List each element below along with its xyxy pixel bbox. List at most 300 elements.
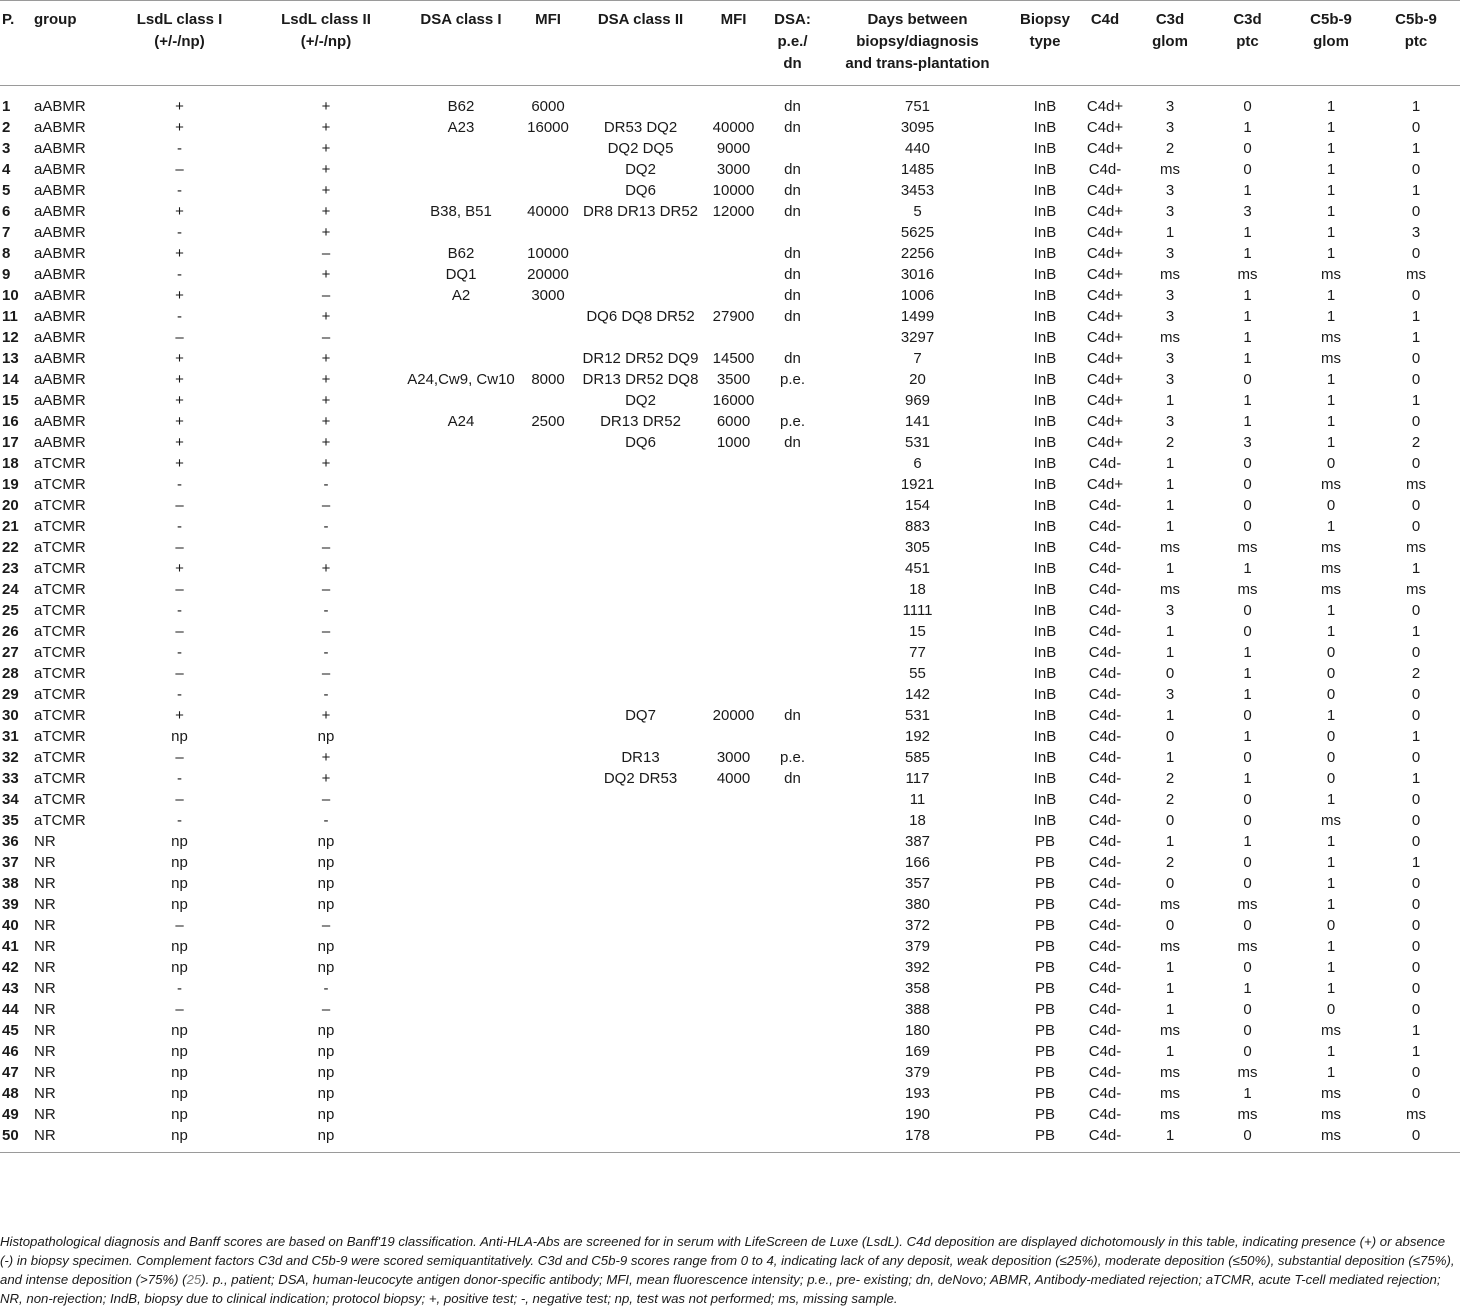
cell-biopsy-type: PB bbox=[1034, 875, 1055, 892]
cell-group: aTCMR bbox=[34, 728, 86, 745]
table-row bbox=[0, 390, 1460, 411]
cell-c5b9-ptc: 0 bbox=[1411, 644, 1421, 661]
footnote-text: Histopathological diagnosis and Banff scores are based on Banff'19 classification. Anti-HLA-Abs are screened for in serum with LifeScreen de Luxe (LsdL). C4d deposition are displayed dichotomously in this table, indicating presence (+) or absence (-) in biopsy specimen. Complement factors C3d and C5b-9 were scored semiquantitatively. C3d and C5b-9 scores range from 0 to 4, indicating lack of any deposit, weak deposition (≤25%), moderate deposition (≤50%), substantial deposition (≤75%), and intense deposition (>75%) ( bbox=[0, 1234, 1455, 1287]
cell-group: aTCMR bbox=[34, 623, 86, 640]
cell-c5b9-ptc: 0 bbox=[1411, 980, 1421, 997]
table-row bbox=[0, 957, 1460, 978]
cell-group: aABMR bbox=[34, 434, 86, 451]
cell-mfi-class-2 bbox=[702, 957, 765, 978]
cell-c3d-ptc: 0 bbox=[1243, 371, 1252, 388]
cell-days-since-transplant: 169 bbox=[904, 1043, 931, 1060]
cell-biopsy-type: InB bbox=[1033, 602, 1057, 619]
cell-c3d-glom: 1 bbox=[1165, 518, 1175, 535]
cell-c4d: C4d- bbox=[1088, 875, 1122, 892]
cell-c3d-ptc: 0 bbox=[1243, 917, 1252, 934]
table-row bbox=[0, 411, 1460, 432]
cell-dsa-class-1 bbox=[405, 432, 517, 453]
cell-patient-number: 8 bbox=[2, 245, 11, 262]
cell-c3d-glom: 2 bbox=[1165, 854, 1175, 871]
cell-mfi-class-2 bbox=[702, 600, 765, 621]
cell-dsa-class-1 bbox=[405, 159, 517, 180]
cell-c3d-ptc: ms bbox=[1237, 1106, 1258, 1123]
cell-dsa-type: dn bbox=[784, 434, 801, 451]
cell-biopsy-type: PB bbox=[1034, 1022, 1055, 1039]
cell-dsa-class-1 bbox=[405, 1020, 517, 1041]
cell-c5b9-ptc: 1 bbox=[1411, 1043, 1421, 1060]
cell-c5b9-ptc: 0 bbox=[1411, 455, 1421, 472]
header-row bbox=[0, 1, 1460, 86]
cell-group: aTCMR bbox=[34, 770, 86, 787]
cell-group: aTCMR bbox=[34, 812, 86, 829]
cell-c4d: C4d- bbox=[1088, 1064, 1122, 1081]
cell-c3d-ptc: 1 bbox=[1243, 728, 1252, 745]
cell-dsa-class-1 bbox=[405, 663, 517, 684]
cell-group: aTCMR bbox=[34, 749, 86, 766]
cell-dsa-class-2: DQ6 bbox=[625, 182, 656, 199]
cell-dsa-type bbox=[765, 873, 820, 894]
cell-biopsy-type: InB bbox=[1033, 371, 1057, 388]
cell-biopsy-type: InB bbox=[1033, 119, 1057, 136]
cell-c3d-ptc: 1 bbox=[1243, 770, 1252, 787]
cell-dsa-class-2 bbox=[579, 558, 702, 579]
cell-c5b9-ptc: 1 bbox=[1411, 854, 1421, 871]
cell-lsdl-class-1: – bbox=[175, 161, 184, 178]
cell-c5b9-ptc: 0 bbox=[1411, 497, 1421, 514]
cell-lsdl-class-2: np bbox=[317, 1022, 335, 1039]
cell-dsa-class-1: A2 bbox=[451, 287, 471, 304]
cell-lsdl-class-2: + bbox=[321, 560, 331, 577]
cell-c5b9-glom: 0 bbox=[1326, 770, 1336, 787]
cell-mfi-class-2 bbox=[702, 642, 765, 663]
cell-c3d-glom: 1 bbox=[1165, 224, 1175, 241]
cell-patient-number: 18 bbox=[2, 455, 19, 472]
cell-c3d-ptc: 0 bbox=[1243, 791, 1252, 808]
cell-dsa-class-1 bbox=[405, 642, 517, 663]
cell-group: aTCMR bbox=[34, 581, 86, 598]
cell-lsdl-class-2: – bbox=[321, 623, 331, 640]
cell-c3d-glom: 3 bbox=[1165, 686, 1175, 703]
cell-c3d-glom: 0 bbox=[1165, 665, 1175, 682]
cell-c4d: C4d+ bbox=[1086, 476, 1124, 493]
cell-c3d-glom: 3 bbox=[1165, 602, 1175, 619]
cell-c4d: C4d+ bbox=[1086, 224, 1124, 241]
cell-patient-number: 12 bbox=[2, 329, 19, 346]
cell-biopsy-type: InB bbox=[1033, 539, 1057, 556]
cell-biopsy-type: InB bbox=[1033, 392, 1057, 409]
cell-patient-number: 14 bbox=[2, 371, 19, 388]
table-row bbox=[0, 684, 1460, 705]
cell-dsa-type: dn bbox=[784, 266, 801, 283]
cell-c5b9-glom: 0 bbox=[1326, 644, 1336, 661]
cell-c3d-glom: ms bbox=[1160, 161, 1180, 178]
cell-lsdl-class-1: – bbox=[175, 749, 184, 766]
cell-lsdl-class-2: – bbox=[321, 329, 331, 346]
cell-c4d: C4d- bbox=[1088, 980, 1122, 997]
cell-c3d-ptc: 0 bbox=[1243, 1001, 1252, 1018]
cell-days-since-transplant: 358 bbox=[904, 980, 931, 997]
cell-dsa-class-2: DQ2 DQ5 bbox=[607, 140, 674, 157]
cell-biopsy-type: PB bbox=[1034, 1001, 1055, 1018]
cell-c3d-glom: ms bbox=[1160, 1106, 1180, 1123]
cell-mfi-class-1 bbox=[517, 474, 579, 495]
cell-dsa-class-1 bbox=[405, 915, 517, 936]
cell-c4d: C4d- bbox=[1088, 791, 1122, 808]
cell-mfi-class-2 bbox=[702, 264, 765, 285]
cell-mfi-class-1 bbox=[517, 348, 579, 369]
cell-days-since-transplant: 5625 bbox=[900, 224, 935, 241]
cell-mfi-class-1: 20000 bbox=[527, 266, 569, 283]
header-mfi-2: MFI bbox=[702, 1, 765, 86]
cell-mfi-class-2 bbox=[702, 474, 765, 495]
cell-mfi-class-1 bbox=[517, 684, 579, 705]
cell-mfi-class-2: 40000 bbox=[712, 119, 755, 136]
cell-biopsy-type: PB bbox=[1034, 896, 1055, 913]
cell-mfi-class-1 bbox=[517, 516, 579, 537]
cell-c5b9-ptc: ms bbox=[1406, 581, 1426, 598]
cell-biopsy-type: PB bbox=[1034, 959, 1055, 976]
cell-dsa-class-2 bbox=[579, 978, 702, 999]
table-row bbox=[0, 621, 1460, 642]
cell-mfi-class-1 bbox=[517, 726, 579, 747]
cell-lsdl-class-2: + bbox=[321, 161, 331, 178]
cell-c4d: C4d- bbox=[1088, 1043, 1122, 1060]
cell-lsdl-class-2: np bbox=[317, 959, 335, 976]
cell-dsa-class-1 bbox=[405, 621, 517, 642]
cell-dsa-class-2: DQ2 bbox=[625, 392, 656, 409]
cell-mfi-class-2: 27900 bbox=[712, 308, 755, 325]
cell-mfi-class-2 bbox=[702, 86, 765, 118]
cell-c3d-ptc: 1 bbox=[1243, 308, 1252, 325]
cell-days-since-transplant: 379 bbox=[904, 938, 931, 955]
cell-mfi-class-1 bbox=[517, 789, 579, 810]
cell-patient-number: 43 bbox=[2, 980, 19, 997]
cell-c5b9-ptc: 0 bbox=[1411, 1085, 1421, 1102]
cell-c4d: C4d- bbox=[1088, 749, 1122, 766]
cell-patient-number: 7 bbox=[2, 224, 11, 241]
cell-days-since-transplant: 372 bbox=[904, 917, 931, 934]
cell-lsdl-class-2: - bbox=[323, 980, 329, 997]
cell-c5b9-ptc: 1 bbox=[1411, 1022, 1421, 1039]
cell-patient-number: 29 bbox=[2, 686, 19, 703]
header-lsdl-class-2: LsdL class II (+/-/np) bbox=[247, 1, 405, 86]
cell-biopsy-type: InB bbox=[1033, 728, 1057, 745]
cell-dsa-class-2 bbox=[579, 474, 702, 495]
cell-patient-number: 11 bbox=[2, 308, 18, 325]
cell-c5b9-glom: ms bbox=[1321, 329, 1341, 346]
cell-dsa-type: dn bbox=[784, 770, 801, 787]
cell-biopsy-type: InB bbox=[1033, 455, 1057, 472]
cell-biopsy-type: PB bbox=[1034, 854, 1055, 871]
cell-dsa-class-2 bbox=[579, 537, 702, 558]
cell-dsa-class-1 bbox=[405, 999, 517, 1020]
cell-lsdl-class-2: – bbox=[321, 917, 331, 934]
cell-dsa-class-2: DR8 DR13 DR52 bbox=[582, 203, 699, 220]
cell-biopsy-type: PB bbox=[1034, 938, 1055, 955]
cell-patient-number: 23 bbox=[2, 560, 19, 577]
cell-c4d: C4d- bbox=[1075, 1125, 1135, 1153]
cell-days-since-transplant: 6 bbox=[913, 455, 922, 472]
cell-c3d-glom: 1 bbox=[1165, 959, 1175, 976]
cell-c3d-ptc: ms bbox=[1237, 581, 1258, 598]
table-row bbox=[0, 306, 1460, 327]
table-row bbox=[0, 222, 1460, 243]
cell-dsa-class-1 bbox=[405, 579, 517, 600]
cell-lsdl-class-1: – bbox=[175, 539, 184, 556]
cell-mfi-class-1 bbox=[517, 915, 579, 936]
cell-patient-number: 24 bbox=[2, 581, 19, 598]
cell-dsa-class-1 bbox=[405, 831, 517, 852]
header-c4d: C4d bbox=[1075, 1, 1135, 86]
table-row bbox=[0, 201, 1460, 222]
cell-mfi-class-1 bbox=[517, 768, 579, 789]
cell-c3d-glom: ms bbox=[1160, 1022, 1180, 1039]
cell-patient-number: 3 bbox=[2, 140, 11, 157]
cell-patient-number: 50 bbox=[0, 1125, 32, 1153]
cell-c4d: C4d+ bbox=[1086, 434, 1124, 451]
cell-lsdl-class-2: - bbox=[323, 602, 329, 619]
cell-dsa-class-1 bbox=[405, 180, 517, 201]
cell-c5b9-ptc: 1 bbox=[1411, 329, 1421, 346]
cell-c3d-glom: 1 bbox=[1165, 749, 1175, 766]
cell-biopsy-type: PB bbox=[1034, 1043, 1055, 1060]
cell-dsa-class-1 bbox=[405, 1041, 517, 1062]
cell-dsa-class-1 bbox=[405, 474, 517, 495]
cell-mfi-class-1 bbox=[517, 138, 579, 159]
table-row bbox=[0, 705, 1460, 726]
table-row bbox=[0, 453, 1460, 474]
cell-c4d: C4d- bbox=[1088, 518, 1122, 535]
cell-mfi-class-2: 6000 bbox=[716, 413, 751, 430]
cell-dsa-class-2 bbox=[579, 642, 702, 663]
cell-dsa-class-2: DQ7 bbox=[625, 707, 656, 724]
cell-patient-number: 31 bbox=[2, 728, 19, 745]
cell-dsa-class-1 bbox=[405, 810, 517, 831]
cell-lsdl-class-1: – bbox=[175, 917, 184, 934]
cell-c5b9-glom: 1 bbox=[1326, 140, 1336, 157]
table-row bbox=[0, 495, 1460, 516]
cell-c5b9-ptc: 0 bbox=[1411, 518, 1421, 535]
cell-group: aTCMR bbox=[34, 560, 86, 577]
cell-dsa-type bbox=[765, 831, 820, 852]
cell-days-since-transplant: 3297 bbox=[900, 329, 935, 346]
cell-c4d: C4d- bbox=[1088, 938, 1122, 955]
cell-c5b9-ptc: 1 bbox=[1411, 560, 1421, 577]
cell-c3d-glom: 2 bbox=[1165, 770, 1175, 787]
cell-biopsy-type: InB bbox=[1033, 350, 1057, 367]
cell-c5b9-ptc: 0 bbox=[1411, 749, 1421, 766]
cell-c5b9-glom: 0 bbox=[1326, 917, 1336, 934]
cell-mfi-class-2 bbox=[702, 1020, 765, 1041]
table-row bbox=[0, 537, 1460, 558]
cell-c4d: C4d- bbox=[1088, 665, 1122, 682]
cell-dsa-class-2 bbox=[579, 1020, 702, 1041]
header-c3d-glom: C3d glom bbox=[1135, 1, 1205, 86]
cell-dsa-type bbox=[765, 936, 820, 957]
cell-biopsy-type: InB bbox=[1033, 497, 1057, 514]
cell-group: aTCMR bbox=[34, 455, 86, 472]
cell-c4d: C4d- bbox=[1088, 728, 1122, 745]
cell-lsdl-class-1: np bbox=[171, 1106, 188, 1123]
footnote-reference-link[interactable]: 25 bbox=[186, 1272, 202, 1287]
table-row bbox=[0, 726, 1460, 747]
cell-lsdl-class-1: np bbox=[171, 1064, 188, 1081]
cell-mfi-class-2 bbox=[702, 726, 765, 747]
header-mfi-1: MFI bbox=[517, 1, 579, 86]
cell-dsa-class-2: DQ2 bbox=[625, 161, 656, 178]
cell-lsdl-class-2: + bbox=[321, 350, 331, 367]
cell-dsa-type bbox=[765, 663, 820, 684]
table-row bbox=[0, 432, 1460, 453]
cell-c5b9-ptc: ms bbox=[1406, 266, 1426, 283]
cell-biopsy-type: InB bbox=[1033, 140, 1057, 157]
cell-c4d: C4d- bbox=[1088, 833, 1122, 850]
cell-lsdl-class-1: np bbox=[171, 1043, 188, 1060]
cell-biopsy-type: PB bbox=[1034, 1085, 1055, 1102]
cell-c3d-ptc: 1 bbox=[1243, 413, 1252, 430]
cell-c5b9-ptc: 1 bbox=[1411, 392, 1421, 409]
cell-mfi-class-1 bbox=[517, 390, 579, 411]
cell-lsdl-class-1: + bbox=[175, 434, 184, 451]
cell-mfi-class-1 bbox=[517, 747, 579, 768]
table-row bbox=[0, 852, 1460, 873]
cell-c3d-glom: ms bbox=[1160, 329, 1180, 346]
table-row bbox=[0, 1104, 1460, 1125]
cell-c3d-ptc: 1 bbox=[1243, 833, 1252, 850]
cell-mfi-class-1 bbox=[517, 600, 579, 621]
cell-mfi-class-2 bbox=[702, 1125, 765, 1153]
cell-lsdl-class-1: - bbox=[177, 182, 182, 199]
cell-mfi-class-2 bbox=[702, 453, 765, 474]
cell-group: aABMR bbox=[34, 413, 86, 430]
cell-lsdl-class-1: + bbox=[175, 287, 184, 304]
cell-group: aTCMR bbox=[34, 707, 86, 724]
cell-days-since-transplant: 388 bbox=[904, 1001, 931, 1018]
cell-biopsy-type: InB bbox=[1033, 203, 1057, 220]
cell-lsdl-class-1: + bbox=[175, 707, 184, 724]
cell-mfi-class-2 bbox=[702, 852, 765, 873]
cell-group: NR bbox=[34, 917, 56, 934]
cell-group: NR bbox=[34, 854, 56, 871]
cell-days-since-transplant: 193 bbox=[904, 1085, 931, 1102]
cell-c4d: C4d- bbox=[1088, 1001, 1122, 1018]
table-row bbox=[0, 789, 1460, 810]
cell-group: aABMR bbox=[34, 245, 86, 262]
cell-c5b9-ptc: 0 bbox=[1411, 413, 1421, 430]
cell-group: aABMR bbox=[34, 392, 86, 409]
cell-patient-number: 6 bbox=[2, 203, 11, 220]
cell-dsa-class-1 bbox=[405, 1062, 517, 1083]
cell-lsdl-class-2: – bbox=[321, 1001, 331, 1018]
cell-dsa-class-2 bbox=[579, 894, 702, 915]
cell-c4d: C4d+ bbox=[1086, 287, 1124, 304]
cell-dsa-class-1 bbox=[405, 894, 517, 915]
cell-c3d-glom: 1 bbox=[1165, 707, 1175, 724]
cell-dsa-class-2 bbox=[579, 1041, 702, 1062]
cell-lsdl-class-2: + bbox=[321, 224, 331, 241]
cell-c3d-glom: 0 bbox=[1165, 812, 1175, 829]
cell-c5b9-ptc: ms bbox=[1406, 1106, 1426, 1123]
cell-mfi-class-2 bbox=[702, 915, 765, 936]
cell-dsa-class-2: DR12 DR52 DQ9 bbox=[582, 350, 699, 367]
cell-mfi-class-2 bbox=[702, 936, 765, 957]
cell-patient-number: 41 bbox=[2, 938, 19, 955]
cell-biopsy-type: InB bbox=[1033, 266, 1057, 283]
cell-mfi-class-2 bbox=[702, 1083, 765, 1104]
cell-dsa-type: dn bbox=[784, 98, 801, 115]
cell-lsdl-class-2: – bbox=[321, 791, 331, 808]
cell-c3d-ptc: 1 bbox=[1243, 665, 1252, 682]
cell-biopsy-type: InB bbox=[1033, 329, 1057, 346]
cell-c5b9-ptc: 1 bbox=[1411, 182, 1421, 199]
cell-mfi-class-2 bbox=[702, 894, 765, 915]
cell-lsdl-class-1: + bbox=[175, 350, 184, 367]
cell-c4d: C4d- bbox=[1088, 854, 1122, 871]
cell-patient-number: 16 bbox=[2, 413, 19, 430]
cell-biopsy-type: PB bbox=[1034, 980, 1055, 997]
table-body bbox=[0, 86, 1460, 1153]
cell-days-since-transplant: 154 bbox=[904, 497, 931, 514]
cell-group: NR bbox=[32, 1125, 112, 1153]
table-row bbox=[0, 1020, 1460, 1041]
cell-dsa-class-2 bbox=[579, 86, 702, 118]
cell-c5b9-ptc: 0 bbox=[1411, 371, 1421, 388]
cell-lsdl-class-1: np bbox=[171, 833, 188, 850]
cell-dsa-type bbox=[765, 1062, 820, 1083]
cell-mfi-class-2 bbox=[702, 1104, 765, 1125]
cell-group: aTCMR bbox=[34, 791, 86, 808]
cell-c3d-ptc: ms bbox=[1237, 266, 1258, 283]
cell-mfi-class-2 bbox=[702, 684, 765, 705]
cell-c3d-glom: 1 bbox=[1165, 980, 1175, 997]
cell-c5b9-ptc: 0 bbox=[1411, 287, 1421, 304]
cell-lsdl-class-1: – bbox=[175, 581, 184, 598]
cell-lsdl-class-2: - bbox=[323, 686, 329, 703]
cell-dsa-class-2 bbox=[579, 264, 702, 285]
cell-mfi-class-1: 2500 bbox=[531, 413, 565, 430]
cell-c4d: C4d+ bbox=[1086, 266, 1124, 283]
cell-mfi-class-1 bbox=[517, 873, 579, 894]
cell-c5b9-ptc: 0 bbox=[1411, 812, 1421, 829]
cell-patient-number: 28 bbox=[2, 665, 19, 682]
cell-lsdl-class-1: np bbox=[171, 959, 188, 976]
cell-c5b9-glom: 1 bbox=[1326, 434, 1336, 451]
cell-lsdl-class-2: + bbox=[321, 434, 331, 451]
table-row bbox=[0, 999, 1460, 1020]
cell-dsa-class-2 bbox=[579, 495, 702, 516]
cell-dsa-class-1: A24 bbox=[447, 413, 475, 430]
table-row bbox=[0, 138, 1460, 159]
cell-c5b9-ptc: ms bbox=[1406, 539, 1426, 556]
cell-c5b9-ptc: 1 bbox=[1411, 770, 1421, 787]
cell-c3d-glom: 1 bbox=[1165, 497, 1175, 514]
cell-dsa-class-2 bbox=[579, 726, 702, 747]
cell-c5b9-glom: 0 bbox=[1326, 665, 1336, 682]
cell-dsa-class-1: B38, B51 bbox=[430, 203, 492, 220]
cell-c4d: C4d- bbox=[1088, 560, 1122, 577]
cell-c5b9-glom: ms bbox=[1321, 350, 1341, 367]
cell-c4d: C4d- bbox=[1088, 602, 1122, 619]
cell-c5b9-glom: 1 bbox=[1326, 203, 1336, 220]
cell-c3d-ptc: 1 bbox=[1243, 392, 1252, 409]
header-days: Days between biopsy/diagnosis and trans-plantation bbox=[820, 1, 1015, 86]
cell-group: aABMR bbox=[34, 350, 86, 367]
cell-c5b9-ptc: 1 bbox=[1411, 728, 1421, 745]
cell-c3d-ptc: 1 bbox=[1243, 1085, 1252, 1102]
cell-dsa-class-2 bbox=[579, 873, 702, 894]
cell-c5b9-ptc: 0 bbox=[1411, 161, 1421, 178]
cell-lsdl-class-1: + bbox=[175, 392, 184, 409]
cell-c3d-glom: 1 bbox=[1165, 644, 1175, 661]
